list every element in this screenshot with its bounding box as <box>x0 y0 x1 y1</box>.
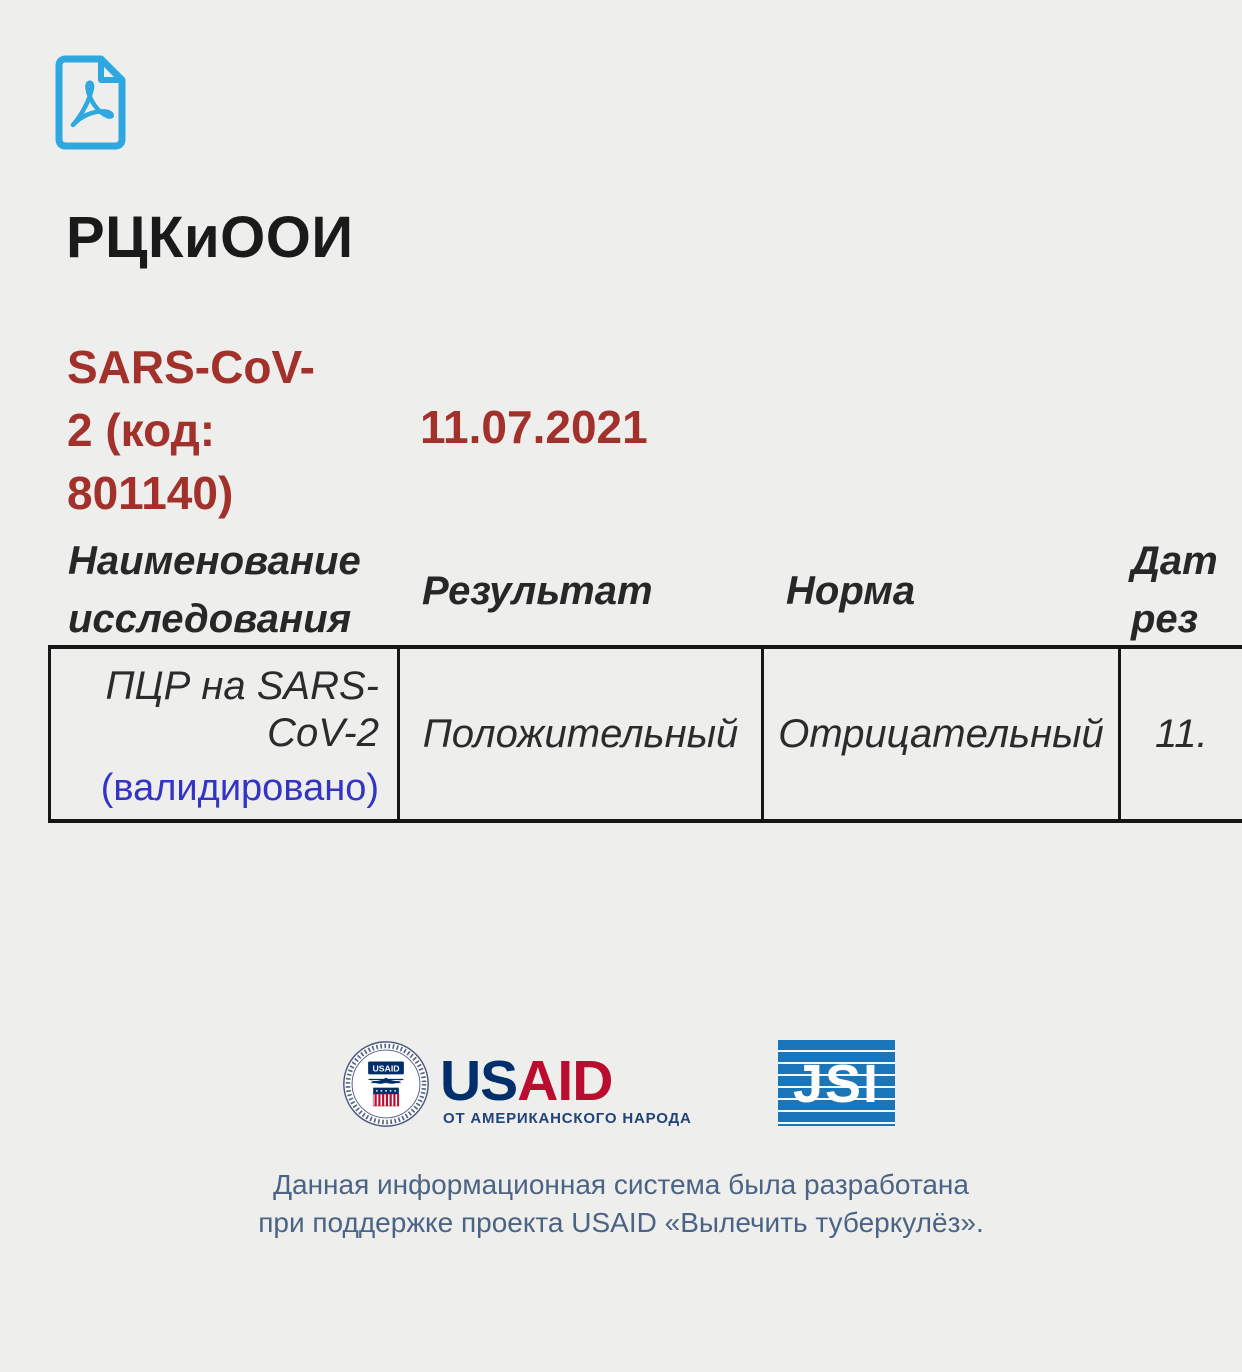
usaid-logo <box>440 1048 612 1114</box>
pdf-file-icon[interactable] <box>52 54 128 151</box>
cell-test-name <box>51 649 400 819</box>
usaid-seal-glyph <box>342 1040 430 1128</box>
footer-note <box>0 1166 1242 1242</box>
page-title: РЦКиООИ <box>66 205 354 270</box>
usaid-tagline: ОТ АМЕРИКАНСКОГО НАРОДА <box>443 1110 692 1127</box>
validated-badge: (валидировано) <box>100 767 379 809</box>
test-code-line: SARS-CoV- <box>67 341 315 393</box>
test-name-line: CoV-2 <box>267 711 379 755</box>
column-header-study-name: Наименование исследования <box>68 539 361 641</box>
test-name-line: ПЦР на SARS- <box>105 664 379 708</box>
column-header-result-date: Дат рез <box>1131 539 1218 641</box>
jsi-logo <box>778 1040 895 1126</box>
column-header-result: Результат <box>422 569 653 613</box>
test-date: 11.07.2021 <box>420 401 648 453</box>
footer-note-line: Данная информационная система была разработана <box>273 1169 969 1200</box>
svg-text:USAID: USAID <box>372 1063 400 1074</box>
pdf-file-icon-glyph <box>52 54 128 151</box>
results-table <box>48 645 1242 823</box>
usaid-wordmark-aid: AID <box>517 1049 613 1113</box>
cell-norm: Отрицательный <box>764 649 1121 819</box>
cell-result: Положительный <box>400 649 764 819</box>
jsi-logo-text: JSI <box>792 1054 881 1114</box>
footer-note-line: при поддержке проекта USAID «Вылечить туберкулёз». <box>258 1207 984 1238</box>
usaid-wordmark-us: US <box>440 1049 518 1113</box>
test-code-line: 2 (код: <box>67 404 216 456</box>
usaid-seal-icon <box>342 1040 430 1128</box>
cell-result-date: 11. <box>1155 711 1208 756</box>
column-header-norm: Норма <box>786 569 916 613</box>
test-code <box>67 336 315 525</box>
test-code-line: 801140) <box>67 467 234 519</box>
